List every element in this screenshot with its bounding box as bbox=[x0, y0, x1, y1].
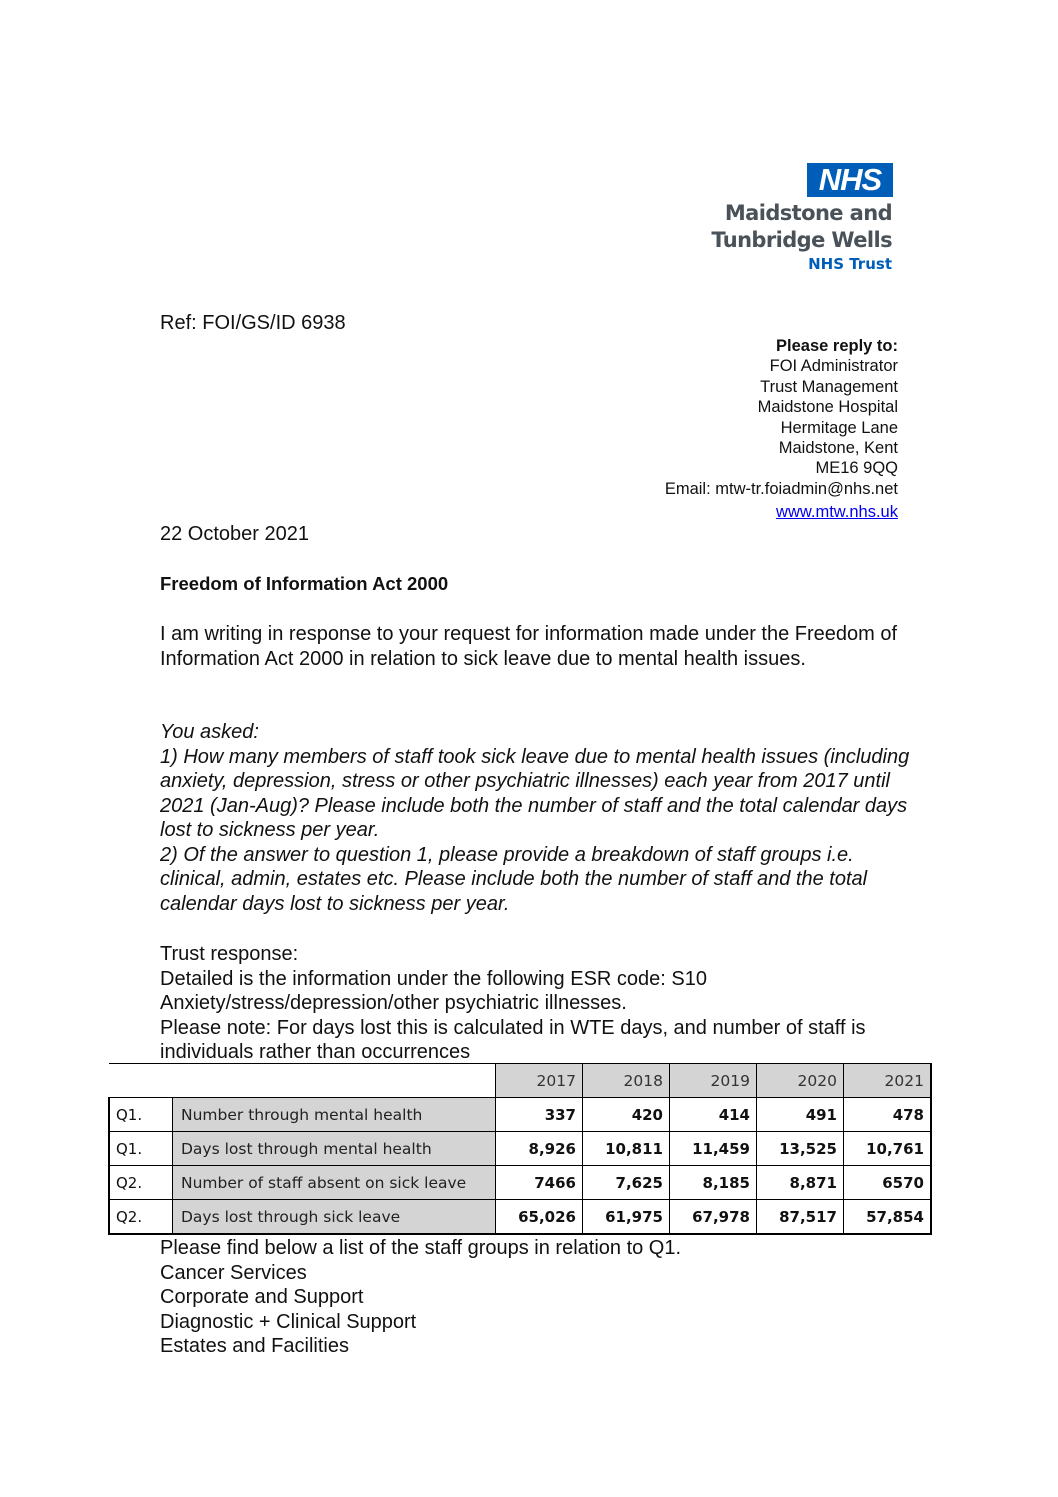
row-label: Days lost through sick leave bbox=[173, 1200, 496, 1235]
reply-line: Trust Management bbox=[760, 377, 898, 396]
table-cell: 8,871 bbox=[757, 1166, 844, 1200]
table-cell: 10,761 bbox=[844, 1132, 932, 1166]
sickness-table bbox=[108, 1063, 932, 1235]
list-item: Corporate and Support bbox=[160, 1286, 364, 1309]
question-ref: Q2. bbox=[109, 1166, 173, 1200]
request-label: You asked: bbox=[160, 721, 259, 743]
table-cell: 478 bbox=[844, 1098, 932, 1132]
table-cell: 13,525 bbox=[757, 1132, 844, 1166]
table-header-blank bbox=[109, 1064, 496, 1098]
table-cell: 8,926 bbox=[496, 1132, 583, 1166]
nhs-logo: NHS bbox=[807, 163, 893, 197]
table-cell: 65,026 bbox=[496, 1200, 583, 1235]
table-cell: 337 bbox=[496, 1098, 583, 1132]
reply-line: Hermitage Lane bbox=[780, 418, 898, 437]
reply-address bbox=[665, 336, 898, 523]
table-cell: 10,811 bbox=[583, 1132, 670, 1166]
list-item: Cancer Services bbox=[160, 1261, 307, 1284]
list-item: Diagnostic + Clinical Support bbox=[160, 1310, 417, 1333]
year-header: 2021 bbox=[844, 1064, 932, 1098]
request-section bbox=[160, 720, 920, 916]
website-link[interactable]: www.mtw.nhs.uk bbox=[776, 503, 898, 522]
reference: Ref: FOI/GS/ID 6938 bbox=[160, 312, 346, 334]
staff-groups bbox=[160, 1236, 681, 1359]
org-name-line2: Tunbridge Wells bbox=[711, 228, 892, 252]
table-cell: 8,185 bbox=[670, 1166, 757, 1200]
reply-line: FOI Administrator bbox=[769, 357, 898, 376]
table-cell: 7,625 bbox=[583, 1166, 670, 1200]
table-cell: 491 bbox=[757, 1098, 844, 1132]
request-question-1: 1) How many members of staff took sick leave due to mental health issues (including anxiety, depression, stress or other psychiatric illnesses) each year from 2017 until 2021 (Jan-Aug)? Please include both the number of staff and the total calendar days lost to sickness per year. bbox=[160, 745, 910, 841]
response-line-2: Anxiety/stress/depression/other psychiatric illnesses. bbox=[160, 992, 627, 1014]
table-row bbox=[109, 1200, 931, 1235]
list-item: Estates and Facilities bbox=[160, 1335, 349, 1358]
question-ref: Q2. bbox=[109, 1200, 173, 1235]
question-ref: Q1. bbox=[109, 1132, 173, 1166]
response-line-1: Detailed is the information under the following ESR code: S10 bbox=[160, 967, 707, 990]
table-cell: 87,517 bbox=[757, 1200, 844, 1235]
request-question-2: 2) Of the answer to question 1, please provide a breakdown of staff groups i.e. clinical, admin, estates etc. Please include both the number of staff and the total calendar days lost to sickness per year. bbox=[160, 843, 868, 915]
table-header-row bbox=[109, 1064, 931, 1098]
table-cell: 67,978 bbox=[670, 1200, 757, 1235]
table-cell: 57,854 bbox=[844, 1200, 932, 1235]
reply-heading: Please reply to: bbox=[776, 337, 898, 355]
table-cell: 414 bbox=[670, 1098, 757, 1132]
letter-date: 22 October 2021 bbox=[160, 523, 309, 545]
year-header: 2020 bbox=[757, 1064, 844, 1098]
year-header: 2019 bbox=[670, 1064, 757, 1098]
row-label: Days lost through mental health bbox=[173, 1132, 496, 1166]
year-header: 2018 bbox=[583, 1064, 670, 1098]
staff-groups-intro: Please find below a list of the staff groups in relation to Q1. bbox=[160, 1237, 682, 1259]
response-note: Please note: For days lost this is calculated in WTE days, and number of staff is individuals rather than occurrences bbox=[160, 1016, 866, 1063]
table-cell: 420 bbox=[583, 1098, 670, 1132]
reply-line: ME16 9QQ bbox=[815, 459, 898, 478]
org-name-line1: Maidstone and bbox=[724, 201, 892, 225]
row-label: Number of staff absent on sick leave bbox=[173, 1166, 496, 1200]
table-cell: 61,975 bbox=[583, 1200, 670, 1235]
table-row bbox=[109, 1132, 931, 1166]
org-trust-label: NHS Trust bbox=[808, 255, 892, 273]
letter-heading: Freedom of Information Act 2000 bbox=[160, 573, 449, 594]
year-header: 2017 bbox=[496, 1064, 583, 1098]
table-cell: 11,459 bbox=[670, 1132, 757, 1166]
intro-paragraph: I am writing in response to your request for information made under the Freedom of Information Act 2000 in relation to sick leave due to mental health issues. bbox=[160, 623, 898, 670]
response-section bbox=[160, 942, 920, 1065]
table-row bbox=[109, 1166, 931, 1200]
table-row bbox=[109, 1098, 931, 1132]
table-cell: 6570 bbox=[844, 1166, 932, 1200]
table-cell: 7466 bbox=[496, 1166, 583, 1200]
reply-line: Maidstone, Kent bbox=[778, 439, 898, 458]
reply-email: Email: mtw-tr.foiadmin@nhs.net bbox=[664, 479, 898, 498]
response-label: Trust response: bbox=[160, 943, 299, 965]
reply-line: Maidstone Hospital bbox=[757, 398, 898, 417]
row-label: Number through mental health bbox=[173, 1098, 496, 1132]
question-ref: Q1. bbox=[109, 1098, 173, 1132]
